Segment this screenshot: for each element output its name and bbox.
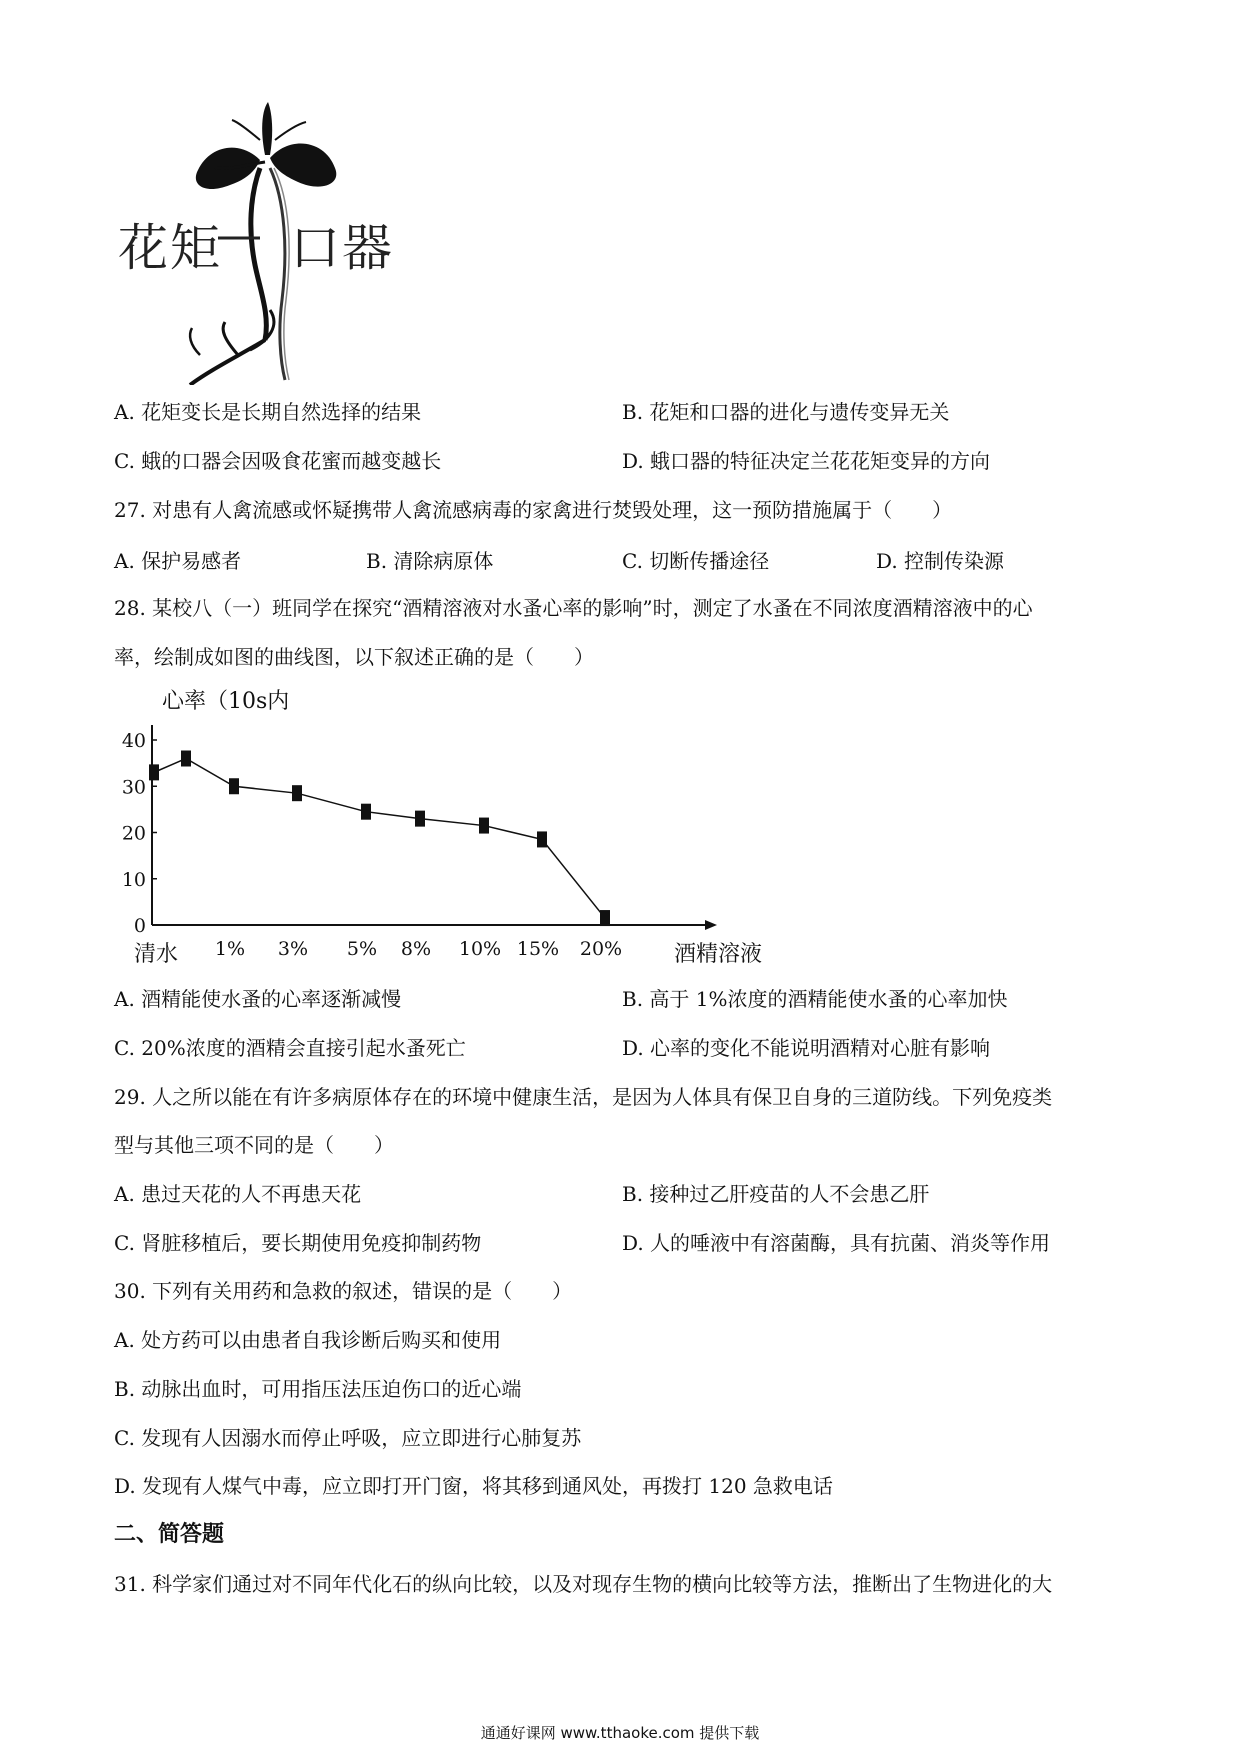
chart-svg [120, 685, 800, 975]
x-tick-label: 5% [346, 938, 378, 960]
q30-option-a: A. 处方药可以由患者自我诊断后购买和使用 [114, 1328, 502, 1352]
data-point [415, 811, 425, 827]
x-tick-label: 8% [400, 938, 432, 960]
data-point [537, 831, 547, 847]
chart-xlabel: 酒精溶液 [674, 942, 763, 967]
y-tick-label: 40 [121, 730, 146, 752]
q28-option-b: B. 高于 1%浓度的酒精能使水蚤的心率加快 [622, 987, 1008, 1011]
x-tick-label: 20% [579, 938, 623, 960]
q26-option-b: B. 花矩和口器的进化与遗传变异无关 [622, 400, 950, 424]
x-tick-label: 10% [458, 938, 502, 960]
q30-option-b: B. 动脉出血时，可用指压法压迫伤口的近心端 [114, 1377, 522, 1401]
q27-option-d: D. 控制传染源 [876, 549, 1005, 573]
x-axis-arrow [705, 920, 717, 930]
q30-stem: 30. 下列有关用药和急救的叙述，错误的是（ ） [114, 1279, 573, 1303]
chart-x-first-label: 清水 [134, 942, 179, 967]
q28-stem-line2: 率，绘制成如图的曲线图，以下叙述正确的是（ ） [114, 645, 594, 669]
page-footer: 通通好课网 www.tthaoke.com 提供下载 [480, 1724, 760, 1742]
mouthpart-label: 口器 [290, 219, 394, 277]
q27-option-b: B. 清除病原体 [366, 549, 494, 573]
y-tick-label: 0 [133, 915, 146, 937]
data-point [479, 818, 489, 834]
q28-option-d: D. 心率的变化不能说明酒精对心脏有影响 [622, 1036, 991, 1060]
q29-stem-line1: 29. 人之所以能在有许多病原体存在的环境中健康生活，是因为人体具有保卫自身的三道防线。下列免疫类 [114, 1085, 1053, 1109]
chart-series [149, 751, 610, 927]
x-tick-label: 3% [277, 938, 309, 960]
chart-x-ticks [215, 938, 622, 960]
x-tick-label: 1% [214, 938, 246, 960]
q28-option-c: C. 20%浓度的酒精会直接引起水蚤死亡 [114, 1036, 466, 1060]
heart-rate-chart [120, 685, 800, 975]
data-point [229, 778, 239, 794]
data-point [149, 764, 159, 780]
q26-option-c: C. 蛾的口器会因吸食花蜜而越变越长 [114, 449, 442, 473]
q31-stem-line1: 31. 科学家们通过对不同年代化石的纵向比较，以及对现存生物的横向比较等方法，推断出了生物进化的大 [114, 1572, 1053, 1596]
y-tick-label: 20 [121, 822, 146, 845]
q28-option-a: A. 酒精能使水蚤的心率逐渐减慢 [114, 987, 402, 1011]
y-tick-label: 10 [121, 868, 146, 891]
q26-option-a: A. 花矩变长是长期自然选择的结果 [114, 400, 422, 424]
chart-ylabel: 心率（10s内 [162, 689, 290, 714]
q30-option-c: C. 发现有人因溺水而停止呼吸，应立即进行心肺复苏 [114, 1426, 582, 1450]
x-tick-label: 15% [516, 938, 560, 960]
q29-option-d: D. 人的唾液中有溶菌酶，具有抗菌、消炎等作用 [622, 1231, 1051, 1255]
q26-option-d: D. 蛾口器的特征决定兰花花矩变异的方向 [622, 449, 991, 473]
data-point [181, 751, 191, 767]
data-point [361, 804, 371, 820]
q29-option-b: B. 接种过乙肝疫苗的人不会患乙肝 [622, 1182, 930, 1206]
spur-label: 花矩 [118, 219, 222, 277]
q30-option-d: D. 发现有人煤气中毒，应立即打开门窗，将其移到通风处，再拨打 120 急救电话 [114, 1474, 833, 1498]
q27-option-c: C. 切断传播途径 [622, 549, 770, 573]
q29-stem-line2: 型与其他三项不同的是（ ） [114, 1133, 394, 1157]
q29-option-c: C. 肾脏移植后，要长期使用免疫抑制药物 [114, 1231, 482, 1255]
q27-option-a: A. 保护易感者 [114, 549, 242, 573]
q27-stem: 27. 对患有人禽流感或怀疑携带人禽流感病毒的家禽进行焚毁处理，这一预防措施属于（ ） [114, 498, 953, 522]
q28-stem-line1: 28. 某校八（一）班同学在探究“酒精溶液对水蚤心率的影响”时，测定了水蚤在不同浓度酒精溶液中的心 [114, 596, 1033, 620]
y-tick-label: 30 [121, 776, 146, 799]
q29-option-a: A. 患过天花的人不再患天花 [114, 1182, 362, 1206]
data-point [600, 910, 610, 926]
chart-axes [152, 725, 717, 930]
section-title: 二、简答题 [114, 1522, 225, 1547]
data-point [292, 785, 302, 801]
